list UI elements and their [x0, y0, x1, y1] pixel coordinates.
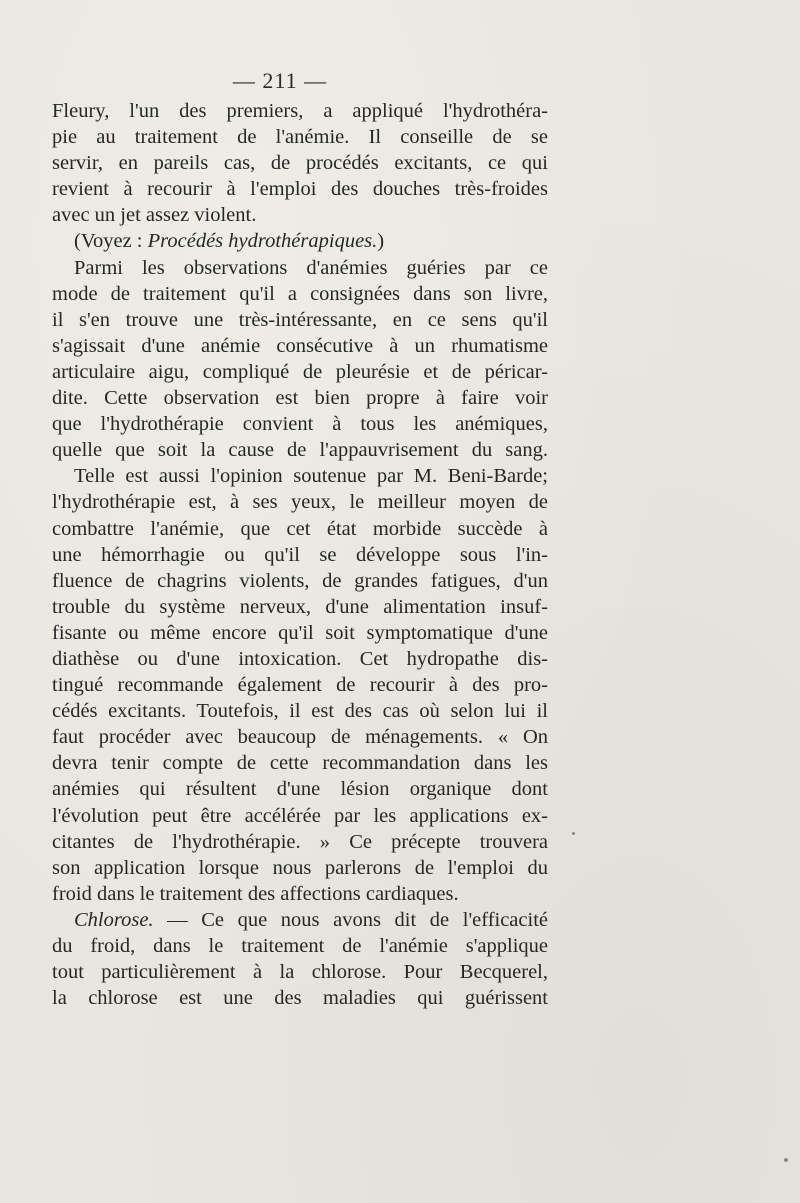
text-line: l'hydrothérapie est, à ses yeux, le meilleur moyen de — [52, 491, 548, 514]
text-line: s'agissait d'une anémie consécutive à un rhumatisme — [52, 334, 548, 357]
reference-prefix: (Voyez : — [74, 230, 148, 253]
chlorose-suffix: — Ce que nous avons dit de l'efficacité — [153, 908, 548, 931]
reference-italic: Procédés hydrothérapiques. — [147, 230, 378, 253]
text-line: il s'en trouve une très-intéressante, en ce sens qu'il — [52, 308, 548, 331]
paper-speck — [572, 832, 575, 835]
text-line: articulaire aigu, compliqué de pleurésie et de péricar- — [52, 360, 548, 383]
body-text — [52, 98, 548, 1011]
text-line: Telle est aussi l'opinion soutenue par M. Beni-Barde; — [74, 465, 548, 488]
reference-suffix: ) — [377, 230, 385, 253]
text-line: la chlorose est une des maladies qui guérissent — [52, 987, 548, 1010]
text-line: diathèse ou d'une intoxication. Cet hydropathe dis- — [52, 647, 548, 670]
text-line: fisante ou même encore qu'il soit symptomatique d'une — [52, 621, 548, 644]
paper-speck — [784, 1158, 788, 1162]
text-line: revient à recourir à l'emploi des douches très-froides — [52, 178, 548, 201]
text-line: Fleury, l'un des premiers, a appliqué l'hydrothéra- — [52, 100, 548, 122]
text-line: citantes de l'hydrothérapie. » Ce précepte trouvera — [52, 830, 548, 853]
text-line: trouble du système nerveux, d'une alimentation insuf- — [52, 595, 548, 618]
text-line: anémies qui résultent d'une lésion organique dont — [52, 778, 548, 801]
text-line: faut procéder avec beaucoup de ménagements. « On — [52, 726, 548, 749]
text-line: son application lorsque nous parlerons de l'emploi du — [52, 856, 548, 879]
page-number: — 211 — — [232, 68, 328, 93]
text-line: froid dans le traitement des affections cardiaques. — [52, 882, 459, 905]
text-line: servir, en pareils cas, de procédés excitants, ce qui — [52, 152, 548, 175]
text-line: fluence de chagrins violents, de grandes fatigues, d'un — [52, 569, 548, 592]
text-line-reference — [52, 228, 548, 254]
text-line: quelle que soit la cause de l'appauvrisement du sang. — [52, 439, 548, 462]
text-line: tingué recommande également de recourir à des pro- — [52, 674, 548, 697]
text-line: avec un jet assez violent. — [52, 204, 257, 227]
text-line: combattre l'anémie, que cet état morbide succède à — [52, 517, 548, 540]
text-line: pie au traitement de l'anémie. Il conseille de se — [52, 126, 548, 149]
text-line: que l'hydrothérapie convient à tous les anémiques, — [52, 413, 548, 436]
text-line: l'évolution peut être accélérée par les applications ex- — [52, 804, 548, 827]
text-line: mode de traitement qu'il a consignées dans son livre, — [52, 282, 548, 305]
text-line: du froid, dans le traitement de l'anémie s'applique — [52, 935, 548, 957]
text-line: cédés excitants. Toutefois, il est des cas où selon lui il — [52, 700, 548, 723]
text-line: dite. Cette observation est bien propre à faire voir — [52, 387, 548, 410]
chlorose-heading: Chlorose. — [74, 908, 154, 931]
text-line: une hémorrhagie ou qu'il se développe sous l'in- — [52, 543, 548, 566]
text-line: devra tenir compte de cette recommandation dans les — [52, 752, 548, 775]
text-line: Parmi les observations d'anémies guéries par ce — [74, 256, 548, 279]
text-line: tout particulièrement à la chlorose. Pour Becquerel, — [52, 961, 548, 984]
text-line-chlorose — [52, 907, 548, 933]
